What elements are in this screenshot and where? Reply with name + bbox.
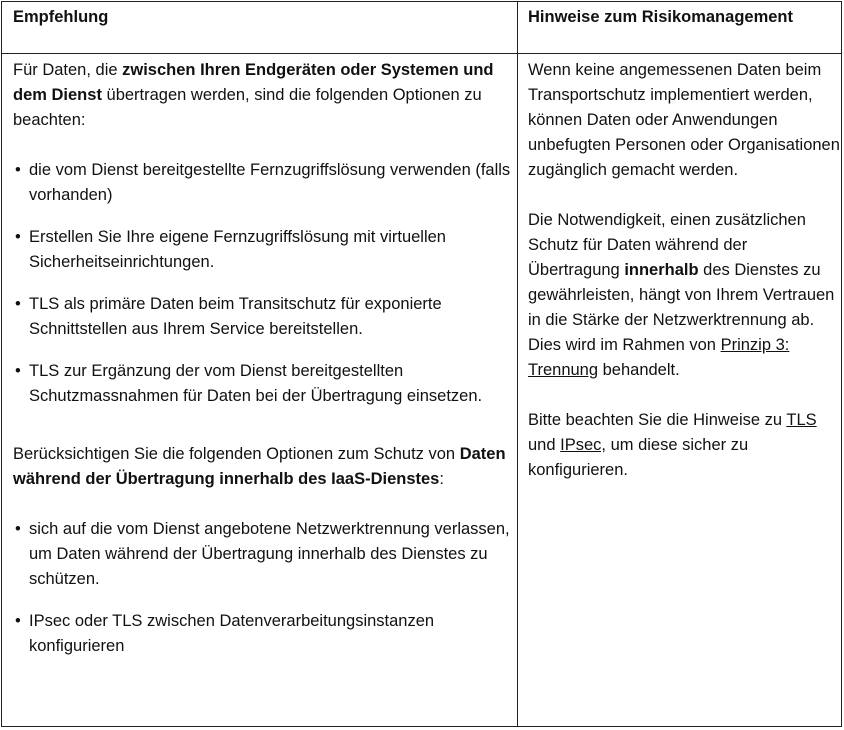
list-item: [13, 158, 513, 208]
intro-text-end: übertragen werden, sind die folgenden Optionen zu beachten:: [13, 86, 482, 129]
risk-bold: innerhalb: [624, 261, 699, 279]
hint-text-mid: und: [528, 436, 561, 454]
tls-link[interactable]: TLS: [786, 411, 817, 429]
intro-paragraph: [13, 58, 513, 133]
hint-text-end: um diese sicher zu konfigurieren.: [528, 436, 749, 479]
bullet-icon: •: [15, 612, 21, 630]
risk-text-end: behandelt.: [598, 361, 680, 379]
bullet-icon: •: [15, 228, 21, 246]
risk-paragraph-3: [528, 408, 840, 483]
header-empfehlung: Empfehlung: [13, 8, 109, 26]
list-item-text: IPsec oder TLS zwischen Datenverarbeitungsinstanzen konfigurieren: [29, 612, 435, 655]
bullet-icon: •: [15, 520, 21, 538]
hint-text: Bitte beachten Sie die Hinweise zu: [528, 411, 787, 429]
risk-cell: [528, 58, 840, 483]
list-item: [13, 225, 513, 275]
iaas-text: Berücksichtigen Sie die folgenden Optionen zum Schutz von: [13, 445, 460, 463]
risk-paragraph-2: [528, 208, 840, 383]
header-risikomanagement: Hinweise zum Risikomanagement: [528, 8, 793, 26]
header-divider: [2, 53, 841, 54]
risk-text-mid: des Dienstes zu gewährleisten, hängt von Ihrem Vertrauen in die Stärke der Netzwerktrennung ab. Dies wird im Rahmen von: [528, 261, 835, 354]
risk-paragraph-1: Wenn keine angemessenen Daten beim Transportschutz implementiert werden, können Daten oder Anwendungen unbefugten Personen oder Organisationen zugänglich gemacht werden.: [528, 61, 840, 179]
recommendation-cell: [13, 58, 513, 676]
list-item-text: TLS zur Ergänzung der vom Dienst bereitgestellten Schutzmassnahmen für Daten bei der Übertragung einsetzen.: [29, 362, 483, 405]
list-item: [13, 359, 513, 409]
column-divider: [517, 2, 518, 726]
list-item-text: TLS als primäre Daten beim Transitschutz für exponierte Schnittstellen aus Ihrem Service bereitstellen.: [29, 295, 442, 338]
list-item: [13, 517, 513, 592]
iaas-paragraph: [13, 442, 513, 492]
bullet-icon: •: [15, 362, 21, 380]
risk-text: Die Notwendigkeit, einen zusätzlichen Schutz für Daten während der Übertragung: [528, 211, 806, 279]
iaas-text-end: :: [439, 470, 444, 488]
ipsec-link[interactable]: IPsec,: [560, 436, 606, 454]
iaas-bold: Daten während der Übertragung innerhalb des IaaS-Dienstes: [13, 445, 506, 488]
intro-bold: zwischen Ihren Endgeräten oder Systemen und dem Dienst: [13, 61, 494, 104]
recommendation-table: [1, 1, 842, 727]
prinzip-3-link[interactable]: Prinzip 3: Trennung: [528, 336, 790, 379]
list-item-text: sich auf die vom Dienst angebotene Netzwerktrennung verlassen, um Daten während der Übertragung innerhalb des Dienstes zu schützen.: [29, 520, 510, 588]
list-item-text: die vom Dienst bereitgestellte Fernzugriffslösung verwenden (falls vorhanden): [29, 161, 511, 204]
list-item-text: Erstellen Sie Ihre eigene Fernzugriffslösung mit virtuellen Sicherheitseinrichtungen.: [29, 228, 446, 271]
iaas-options-list: [13, 517, 513, 659]
bullet-icon: •: [15, 295, 21, 313]
list-item: [13, 292, 513, 342]
bullet-icon: •: [15, 161, 21, 179]
intro-text: Für Daten, die: [13, 61, 123, 79]
remote-options-list: [13, 158, 513, 409]
list-item: [13, 609, 513, 659]
